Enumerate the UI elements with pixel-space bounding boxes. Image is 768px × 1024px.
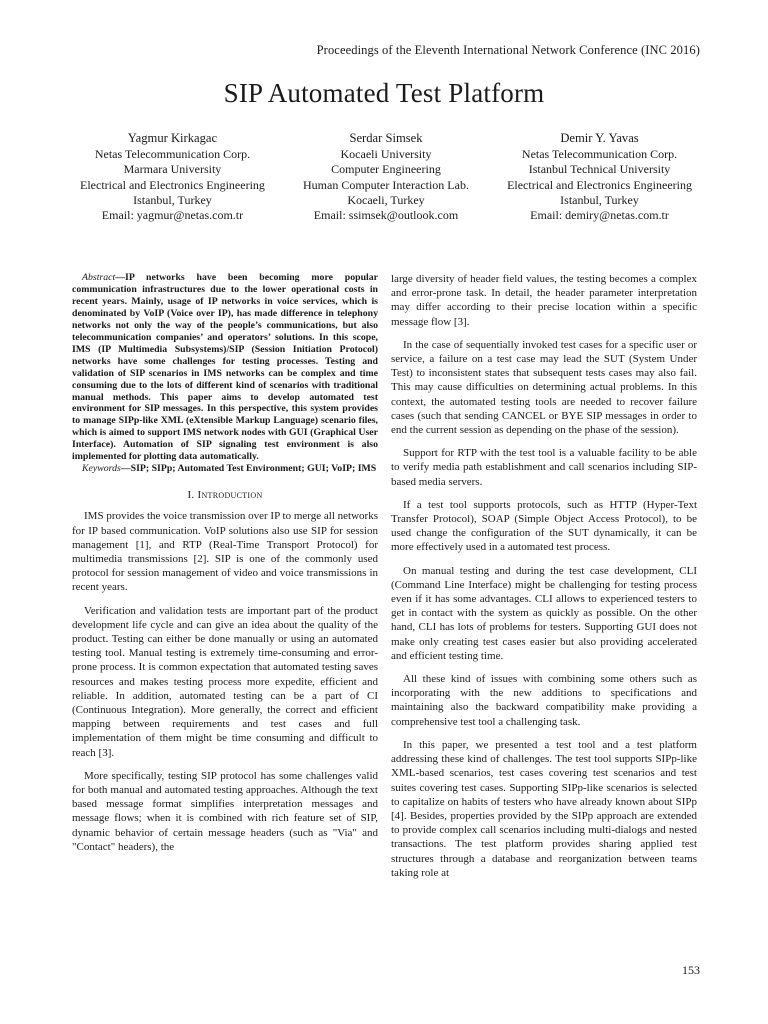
section-title: Introduction <box>197 489 263 502</box>
author-email: Email: demiry@netas.com.tr <box>530 208 669 223</box>
paper-title: SIP Automated Test Platform <box>223 78 545 108</box>
abstract-label: Abstract <box>82 272 116 283</box>
author-location: Kocaeli, Turkey <box>347 192 425 207</box>
running-header: Proceedings of the Eleventh International Network Conference (INC 2016) <box>316 43 700 57</box>
left-column <box>72 272 378 863</box>
author-email: Email: ssimsek@outlook.com <box>313 208 459 223</box>
author-location: Istanbul, Turkey <box>560 192 639 207</box>
body-paragraph: Support for RTP with the test tool is a valuable facility to be able to verify media path establishment and call scenarios including SIP-based media servers. <box>391 447 697 488</box>
author-lab: Human Computer Interaction Lab. <box>303 177 469 192</box>
author-affiliation: Netas Telecommunication Corp. <box>521 147 678 162</box>
section-heading <box>72 488 378 502</box>
keywords <box>72 463 378 475</box>
author-block <box>80 131 692 223</box>
body-paragraph: On manual testing and during the test case development, CLI (Command Line Interface) might be challenging for testing process even if it has some advantages. CLI allows to experienced testers to get in contact with the system as quickly as possible. On the other hand, CLI has lots of problems for testers. Supporting GUI does not make only creating test cases easier but also providing accelerated and efficient testing time. <box>391 564 697 662</box>
keywords-label: Keywords <box>82 463 121 475</box>
section-number: I. <box>187 489 195 502</box>
author-3 <box>507 131 692 223</box>
author-email: Email: yagmur@netas.com.tr <box>101 208 244 223</box>
body-paragraph: If a test tool supports protocols, such as HTTP (Hyper-Text Transfer Protocol), SOAP (Simple Object Access Protocol), to be used change the configuration of the SUT dynamically, it can be more effectively used in a automated test process. <box>391 498 697 554</box>
abstract-text: —IP networks have been becoming more popular communication infrastructures due to the lower operational costs in recent years. Mainly, usage of IP networks in voice services, which is denominated by VoIP (Voice over IP), has made difference in telephony networks not only the way of the people’s communications, but also telecommunication companies’ and operators’ solutions. In this scope, IMS (IP Multimedia Subsystems)/SIP (Session Initiation Protocol) networks have some challenges for testing processes. Testing and validation of SIP scenarios in IMS networks can be complex and time consuming due to the lots of different kind of scenarios with traditional manual methods. This paper aims to develop automated test environment for SIP messages. In this perspective, this system provides to manage SIPp-like XML (eXtensible Markup Language) scenario files, which is aimed to support IMS network nodes with GUI (Graphical User Interface). Automation of SIP signaling test environment is also implemented for plotting data automatically. <box>72 272 378 463</box>
author-affiliation: Netas Telecommunication Corp. <box>94 147 251 162</box>
body-paragraph: Verification and validation tests are important part of the product development life cycle and can give an idea about the quality of the product. Testing can either be done manually or using an automated testing tool. Manual testing is extremely time-consuming and error-prone process. It is common expectation that automated testing saves resources and makes testing process more expedite, efficient and reliable. In addition, automated testing can be a part of CI (Continuous Integration). More generally, the correct and efficient mapping between requirements and test cases and full implementation of them might be time consuming and difficult to reach [3]. <box>72 604 378 759</box>
right-column <box>391 272 697 889</box>
body-paragraph: large diversity of header field values, the testing becomes a complex and error-prone task. In detail, the header parameter interpretation may differ according to their precise location within a specific message flow [3]. <box>391 273 697 328</box>
author-affiliation: Kocaeli University <box>340 147 432 162</box>
author-name: Yagmur Kirkagac <box>127 131 218 145</box>
body-paragraph: All these kind of issues with combining some others such as incorporating with the new additions to specifications and maintaining also the backward compatibility make providing a comprehensive test tool a challenging task. <box>391 673 697 728</box>
page-number: 153 <box>682 963 700 977</box>
author-name: Demir Y. Yavas <box>560 131 639 145</box>
body-paragraph: More specifically, testing SIP protocol has some challenges valid for both manual and automated testing approaches. Although the text based message format simplifies interpretation messages and message flows; when it is combined with rich feature set of SIP, dynamic behavior of certain message headers (such as "Via" and "Contact" headers), the <box>72 769 378 853</box>
author-1 <box>80 131 265 223</box>
body-paragraph: In this paper, we presented a test tool and a test platform addressing these kind of challenges. The test tool supports SIPp-like XML-based scenarios, test cases covering test scenarios and test suites covering test cases. Supporting SIPp-like scenarios is selected to capitalize on habits of testers who have already known about SIPp [4]. Besides, properties provided by the SIPp approach are extended to provide complex call scenarios including multi-dialogs and nested transactions. The test platform provides sharing applied test structures through a database and reorganization between teams taking role at <box>391 738 697 879</box>
author-affiliation: Marmara University <box>123 162 222 177</box>
author-department: Electrical and Electronics Engineering <box>80 177 265 192</box>
author-name: Serdar Simsek <box>349 131 423 145</box>
author-2 <box>303 131 469 223</box>
author-affiliation: Istanbul Technical University <box>528 162 671 177</box>
author-department: Computer Engineering <box>331 162 441 177</box>
abstract <box>72 272 378 463</box>
body-paragraph: IMS provides the voice transmission over IP to merge all networks for IP based communication. VoIP solutions also use SIP for session management [1], and RTP (Real-Time Transport Protocol) for multimedia transmissions [2]. SIP is one of the commonly used protocol for session management of video and voice transmissions in recent years. <box>72 510 378 594</box>
keywords-text: —SIP; SIPp; Automated Test Environment; GUI; VoIP; IMS <box>120 463 377 475</box>
author-department: Electrical and Electronics Engineering <box>507 177 692 192</box>
author-location: Istanbul, Turkey <box>133 192 212 207</box>
body-paragraph: In the case of sequentially invoked test cases for a specific user or service, a failure on a test case may lead the SUT (System Under Test) to inconsistent states that subsequent tests cases may also fail. This may cause difficulties on determining actual problems. In this context, the automated testing tools are needed to recover failure cases (such that sending CANCEL or BYE SIP messages in order to end the current session as depending on the phase of the session). <box>391 338 697 437</box>
